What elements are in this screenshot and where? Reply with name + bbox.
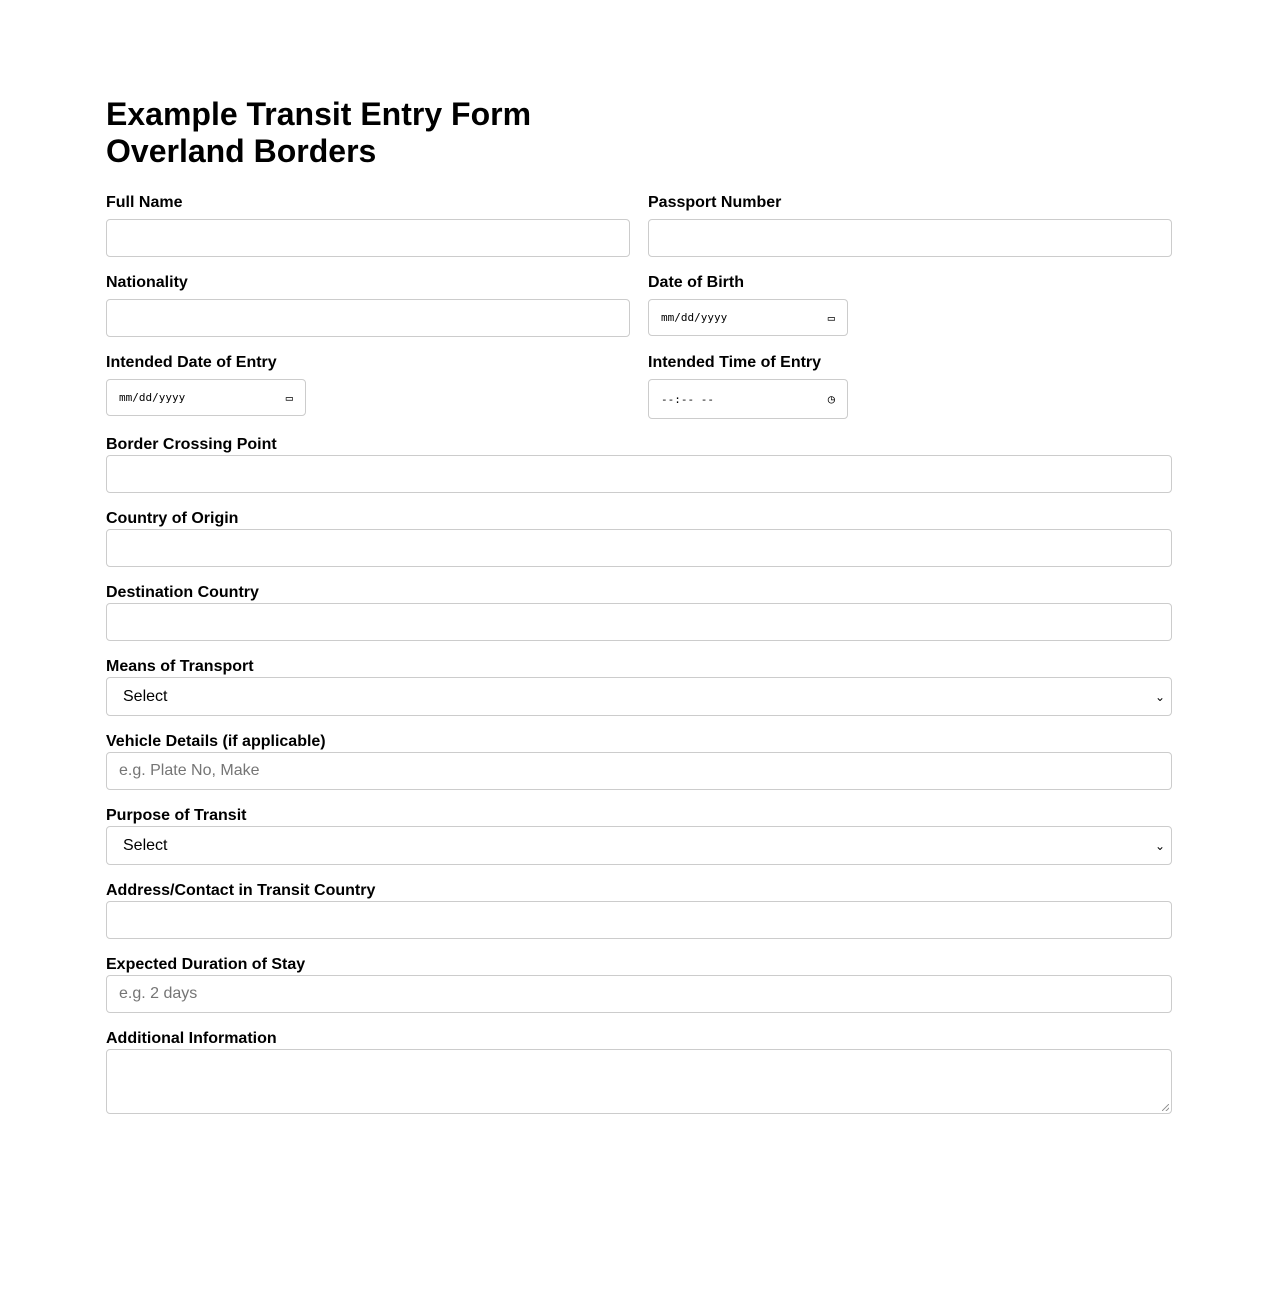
origin-label: Country of Origin [106,510,239,527]
entry-time-input[interactable] [648,379,848,419]
address-input[interactable] [106,901,1172,939]
entry-date-label: Intended Date of Entry [106,354,277,371]
transport-value: Select [123,687,168,705]
border-point-input[interactable] [106,455,1172,493]
entry-time-label: Intended Time of Entry [648,354,822,371]
nationality-input[interactable] [106,299,630,337]
duration-label: Expected Duration of Stay [106,956,306,973]
dob-input[interactable] [648,299,848,336]
entry-time-placeholder: --:-- -- [661,392,714,406]
passport-label: Passport Number [648,194,782,211]
full-name-label: Full Name [106,194,183,211]
nationality-label: Nationality [106,274,188,291]
chevron-down-icon: ⌄ [1154,838,1165,853]
purpose-label: Purpose of Transit [106,807,247,824]
purpose-value: Select [123,836,168,854]
additional-textarea[interactable] [106,1049,1172,1114]
full-name-input[interactable] [106,219,630,257]
passport-input[interactable] [648,219,1172,257]
dob-placeholder: mm/dd/yyyy [661,311,728,324]
calendar-icon[interactable]: ▭ [285,390,293,405]
entry-date-input[interactable] [106,379,306,416]
address-label: Address/Contact in Transit Country [106,882,376,899]
chevron-down-icon: ⌄ [1154,689,1165,704]
calendar-icon[interactable]: ▭ [827,310,835,325]
border-point-label: Border Crossing Point [106,436,277,453]
destination-label: Destination Country [106,584,259,601]
duration-placeholder: e.g. 2 days [119,985,198,1002]
destination-input[interactable] [106,603,1172,641]
transport-select[interactable] [106,677,1172,716]
clock-icon[interactable]: ◷ [827,392,835,406]
vehicle-input[interactable] [106,752,1172,790]
page-title: Example Transit Entry Form Overland Borders [106,96,532,169]
duration-input[interactable] [106,975,1172,1013]
dob-label: Date of Birth [648,274,744,291]
transport-label: Means of Transport [106,658,254,675]
vehicle-label: Vehicle Details (if applicable) [106,733,326,750]
vehicle-placeholder: e.g. Plate No, Make [119,762,260,779]
origin-input[interactable] [106,529,1172,567]
entry-date-placeholder: mm/dd/yyyy [119,391,186,404]
additional-label: Additional Information [106,1030,277,1047]
purpose-select[interactable] [106,826,1172,865]
